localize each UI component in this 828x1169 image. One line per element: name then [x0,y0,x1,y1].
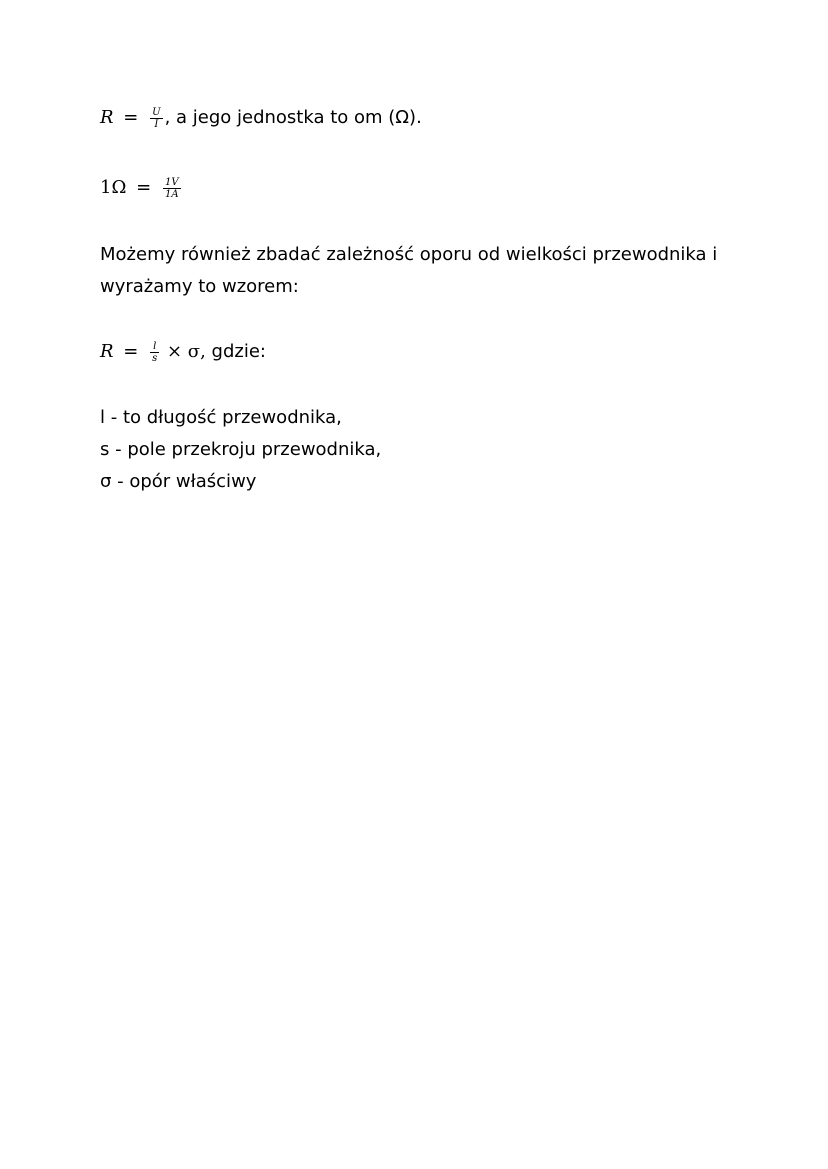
fraction-denominator: I [154,118,159,130]
fraction [150,107,162,130]
formula-ohm-line [100,176,183,200]
paragraph-line-2: wyrażamy to wzorem: [100,276,299,297]
fraction [150,341,159,364]
definition-item: s - pole przekroju przewodnika, [100,439,382,460]
formula-description: , a jego jednostka to om (Ω). [164,107,422,128]
fraction-denominator: s [152,352,158,364]
paragraph-line-1: Możemy również zbadać zależność oporu od wielkości przewodnika i [100,244,718,265]
formula-lhs: R [100,341,114,362]
definition-item: l - to długość przewodnika, [100,407,342,428]
formula-resistance-line [100,106,422,130]
definition-item: σ - opór właściwy [100,471,257,492]
formula-description: gdzie: [205,341,266,362]
fraction-numerator: 1V [164,176,179,188]
fraction-numerator: l [150,341,159,353]
equals-sign: = [136,177,152,198]
formula-resistivity-line [100,340,266,364]
formula-multiplier: × σ, [167,341,206,362]
fraction-denominator: 1A [164,188,179,200]
fraction-numerator: U [152,106,161,118]
formula-lhs: R [100,107,114,128]
equals-sign: = [123,341,139,362]
formula-lhs: 1Ω [100,177,127,198]
equals-sign: = [123,107,139,128]
fraction [163,177,181,200]
